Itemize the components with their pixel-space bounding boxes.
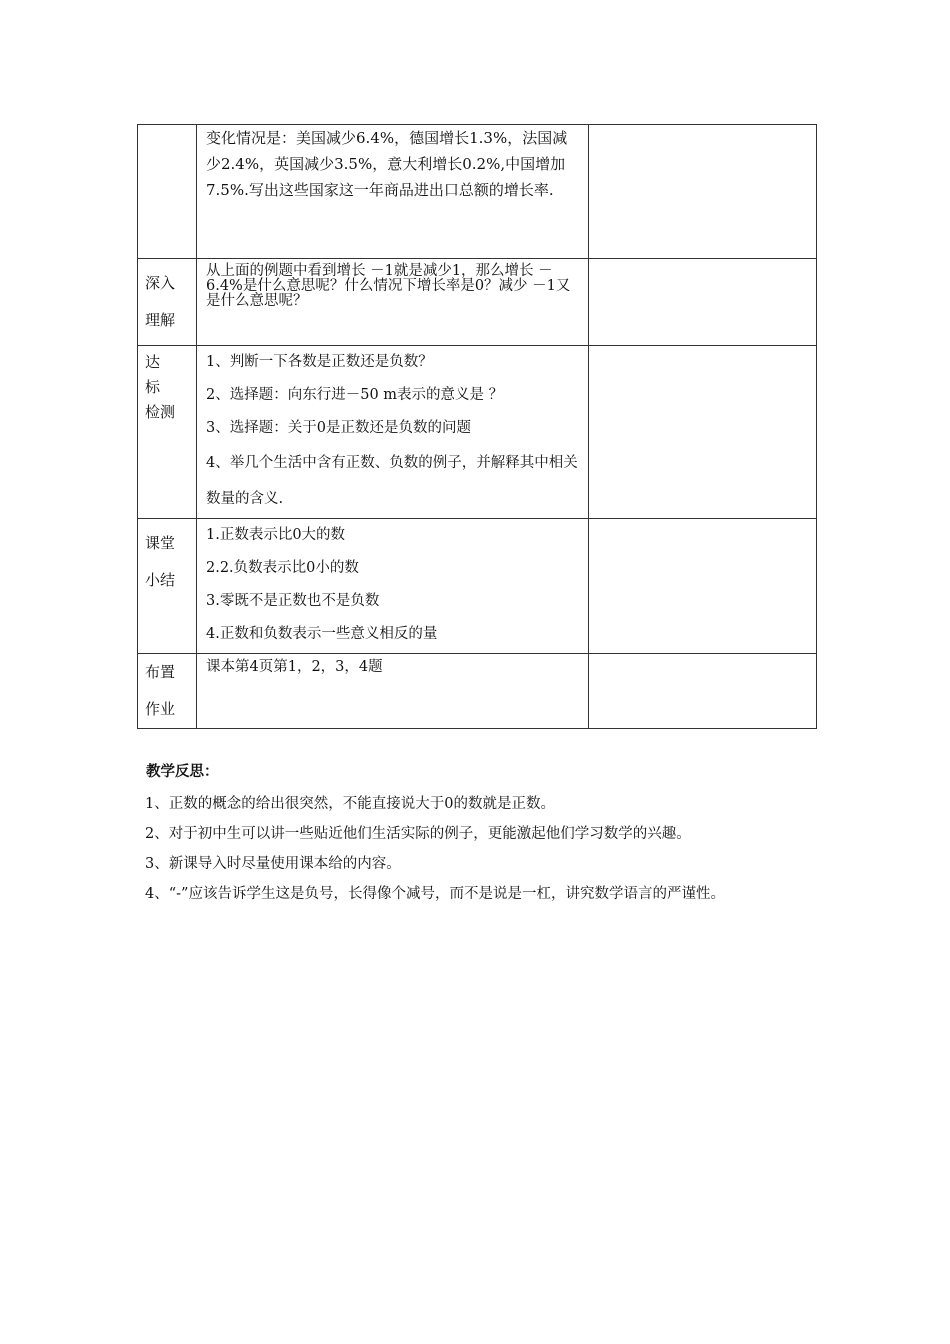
content-cell bbox=[197, 654, 589, 729]
row-label-line: 深入 bbox=[145, 274, 176, 292]
table-row bbox=[138, 259, 817, 346]
row-label-cell bbox=[138, 346, 197, 519]
row-label-line: 小结 bbox=[145, 571, 176, 589]
lesson-plan-table bbox=[137, 124, 817, 729]
notes-cell bbox=[589, 259, 817, 346]
list-item: 4.正数和负数表示一些意义相反的量 bbox=[206, 626, 438, 642]
growth-rate-example-text: 变化情况是：美国减少6.4%，德国增长1.3%，法国减少2.4%，英国减少3.5%，意大利增长0.2%,中国增加7.5%.写出这些国家这一年商品进出口总额的增长率. bbox=[206, 129, 568, 199]
list-item: 4、举几个生活中含有正数、负数的例子，并解释其中相关数量的含义. bbox=[206, 455, 578, 507]
homework-text: 课本第4页第1，2，3，4题 bbox=[206, 659, 383, 675]
content-cell bbox=[197, 346, 589, 519]
reflection-title: 教学反思： bbox=[146, 763, 219, 780]
row-label-cell bbox=[138, 519, 197, 654]
row-label-cell bbox=[138, 125, 197, 259]
row-label-line: 达 标 bbox=[145, 353, 167, 396]
list-item: 2、选择题：向东行进－50 m表示的意义是 ？ bbox=[206, 387, 504, 403]
row-label-line: 检测 bbox=[145, 403, 176, 421]
row-label-cell bbox=[138, 259, 197, 346]
row-label-line: 理解 bbox=[145, 311, 176, 329]
content-cell bbox=[197, 125, 589, 259]
teaching-reflection bbox=[146, 760, 846, 912]
list-item: 1、判断一下各数是正数还是负数？ bbox=[206, 354, 433, 370]
reflection-line: 2、对于初中生可以讲一些贴近他们生活实际的例子，更能激起他们学习数学的兴趣。 bbox=[145, 826, 691, 842]
list-item: 2.2.负数表示比0小的数 bbox=[206, 560, 359, 576]
list-item: 3.零既不是正数也不是负数 bbox=[206, 593, 380, 609]
notes-cell bbox=[589, 125, 817, 259]
notes-cell bbox=[589, 346, 817, 519]
content-cell bbox=[197, 519, 589, 654]
notes-cell bbox=[589, 654, 817, 729]
content-cell bbox=[197, 259, 589, 346]
table-row bbox=[138, 125, 817, 259]
reflection-line: 3、新课导入时尽量使用课本给的内容。 bbox=[145, 856, 401, 872]
row-label-line: 课堂 bbox=[145, 534, 176, 552]
list-item: 1.正数表示比0大的数 bbox=[206, 527, 346, 543]
reflection-line: 1、正数的概念的给出很突然，不能直接说大于0的数就是正数。 bbox=[145, 796, 555, 812]
row-label-line: 布置 bbox=[145, 663, 176, 681]
notes-cell bbox=[589, 519, 817, 654]
deep-understanding-text: 从上面的例题中看到增长 －1就是减少1，那么增长 －6.4%是什么意思呢？什么情况下增长率是0？减少 －1又是什么意思呢？ bbox=[206, 263, 571, 309]
table-row bbox=[138, 654, 817, 729]
reflection-line: 4、“-”应该告诉学生这是负号，长得像个减号，而不是说是一杠，讲究数学语言的严谨性。 bbox=[145, 886, 725, 902]
list-item: 3、选择题：关于0是正数还是负数的问题 bbox=[206, 420, 471, 436]
table-row bbox=[138, 519, 817, 654]
table-row bbox=[138, 346, 817, 519]
row-label-cell bbox=[138, 654, 197, 729]
row-label-line: 作业 bbox=[145, 700, 176, 718]
